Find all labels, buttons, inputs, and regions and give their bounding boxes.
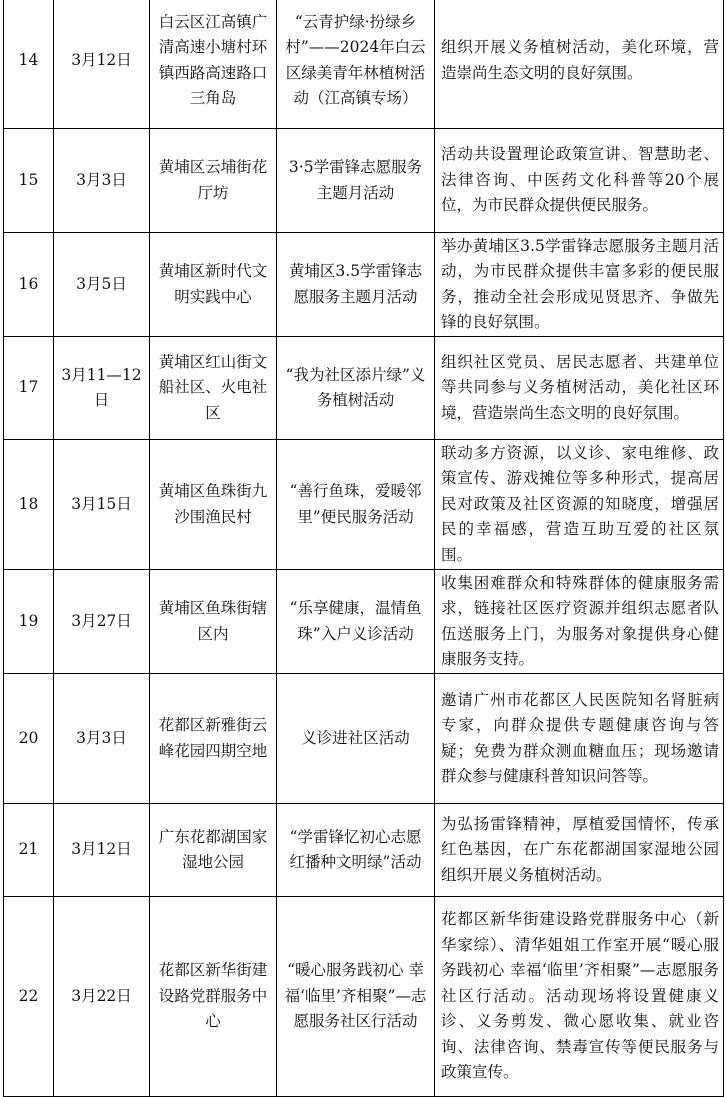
row-activity-name: “我为社区添片绿”义务植树活动 bbox=[277, 337, 435, 440]
row-date: 3月27日 bbox=[54, 570, 150, 674]
row-date: 3月15日 bbox=[54, 440, 150, 570]
row-location: 黄埔区红山街文船社区、火电社区 bbox=[150, 337, 277, 440]
table-row bbox=[4, 440, 724, 570]
row-date: 3月5日 bbox=[54, 233, 150, 337]
row-date: 3月3日 bbox=[54, 674, 150, 804]
row-description: 组织社区党员、居民志愿者、共建单位等共同参与义务植树活动，美化社区环境，营造崇尚生态文明的良好氛围。 bbox=[435, 337, 724, 440]
table-body bbox=[4, 0, 724, 1097]
row-number: 22 bbox=[4, 897, 54, 1097]
row-description: 举办黄埔区3.5学雷锋志愿服务主题月活动，为市民群众提供丰富多彩的便民服务，推动全社会形成见贤思齐、争做先锋的良好氛围。 bbox=[435, 233, 724, 337]
row-description: 活动共设置理论政策宣讲、智慧助老、法律咨询、中医药文化科普等20个展位，为市民群众提供便民服务。 bbox=[435, 129, 724, 233]
table-row bbox=[4, 674, 724, 804]
row-description: 收集困难群众和特殊群体的健康服务需求，链接社区医疗资源并组织志愿者队伍送服务上门，为服务对象提供身心健康服务支持。 bbox=[435, 570, 724, 674]
row-date: 3月11—12日 bbox=[54, 337, 150, 440]
row-location: 广东花都湖国家湿地公园 bbox=[150, 804, 277, 897]
row-date: 3月12日 bbox=[54, 0, 150, 129]
row-activity-name: “云青护绿·扮绿乡村”——2024年白云区绿美青年林植树活动（江高镇专场） bbox=[277, 0, 435, 129]
row-location: 黄埔区新时代文明实践中心 bbox=[150, 233, 277, 337]
table-row bbox=[4, 233, 724, 337]
row-activity-name: 义诊进社区活动 bbox=[277, 674, 435, 804]
row-activity-name: 黄埔区3.5学雷锋志愿服务主题月活动 bbox=[277, 233, 435, 337]
row-location: 白云区江高镇广清高速小塘村环镇西路高速路口三角岛 bbox=[150, 0, 277, 129]
row-description: 联动多方资源，以义诊、家电维修、政策宣传、游戏摊位等多种形式，提高居民对政策及社区资源的知晓度，增强居民的幸福感，营造互助互爱的社区氛围。 bbox=[435, 440, 724, 570]
row-description: 组织开展义务植树活动，美化环境，营造崇尚生态文明的良好氛围。 bbox=[435, 0, 724, 129]
row-number: 17 bbox=[4, 337, 54, 440]
row-date: 3月12日 bbox=[54, 804, 150, 897]
row-activity-name: “善行鱼珠，爱暖邻里”便民服务活动 bbox=[277, 440, 435, 570]
row-number: 19 bbox=[4, 570, 54, 674]
row-description: 花都区新华街建设路党群服务中心（新华家综）、清华姐姐工作室开展“暖心服务践初心 幸福‘临里’齐相聚”—志愿服务社区行活动。活动现场将设置健康义诊、义务剪发、微心愿收集、就业咨询、法律咨询、禁毒宣传等便民服务与政策宣传。 bbox=[435, 897, 724, 1097]
table-row bbox=[4, 897, 724, 1097]
row-number: 16 bbox=[4, 233, 54, 337]
table-row bbox=[4, 129, 724, 233]
row-location: 花都区新雅街云峰花园四期空地 bbox=[150, 674, 277, 804]
row-number: 18 bbox=[4, 440, 54, 570]
row-activity-name: “暖心服务践初心 幸福‘临里’齐相聚”—志愿服务社区行活动 bbox=[277, 897, 435, 1097]
row-activity-name: “乐享健康，温情鱼珠”入户义诊活动 bbox=[277, 570, 435, 674]
row-location: 花都区新华街建设路党群服务中心 bbox=[150, 897, 277, 1097]
row-location: 黄埔区鱼珠街九沙围渔民村 bbox=[150, 440, 277, 570]
row-number: 21 bbox=[4, 804, 54, 897]
row-location: 黄埔区云埔街花厅坊 bbox=[150, 129, 277, 233]
table-row bbox=[4, 804, 724, 897]
row-number: 15 bbox=[4, 129, 54, 233]
row-description: 邀请广州市花都区人民医院知名肾脏病专家，向群众提供专题健康咨询与答疑；免费为群众测血糖血压；现场邀请群众参与健康科普知识问答等。 bbox=[435, 674, 724, 804]
row-date: 3月22日 bbox=[54, 897, 150, 1097]
row-number: 14 bbox=[4, 0, 54, 129]
table-row bbox=[4, 570, 724, 674]
row-description: 为弘扬雷锋精神，厚植爱国情怀，传承红色基因，在广东花都湖国家湿地公园组织开展义务植树活动。 bbox=[435, 804, 724, 897]
row-activity-name: “学雷锋忆初心志愿红播种文明绿”活动 bbox=[277, 804, 435, 897]
row-date: 3月3日 bbox=[54, 129, 150, 233]
row-location: 黄埔区鱼珠街辖区内 bbox=[150, 570, 277, 674]
row-number: 20 bbox=[4, 674, 54, 804]
table-row bbox=[4, 337, 724, 440]
table-row bbox=[4, 0, 724, 129]
row-activity-name: 3·5学雷锋志愿服务主题月活动 bbox=[277, 129, 435, 233]
activity-table bbox=[3, 0, 724, 1097]
